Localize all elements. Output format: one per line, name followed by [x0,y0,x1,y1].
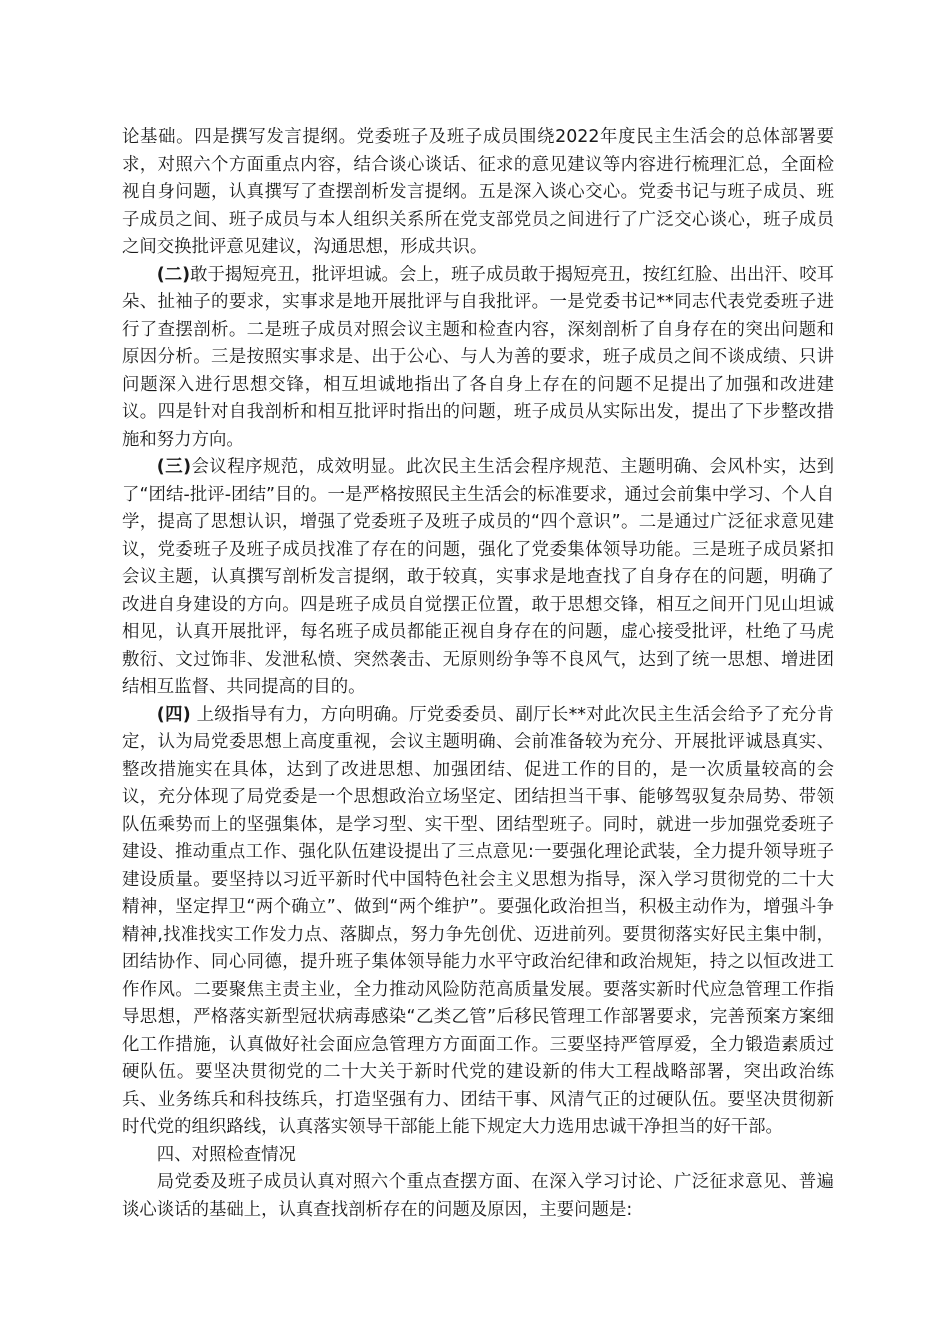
paragraph-text: 局党委及班子成员认真对照六个重点查摆方面、在深入学习讨论、广泛征求意见、普遍谈心谈话的基础上，认真查找剖析存在的问题及原因，主要问题是: [122,1172,834,1220]
paragraph-3 [122,454,834,702]
paragraph-5 [122,1169,834,1224]
document-body [122,124,834,1224]
paragraph-1 [122,124,834,262]
paragraph-text: 敢于揭短亮丑，批评坦诚。会上，班子成员敢于揭短亮丑，按红红脸、出出汗、咬耳朵、扯袖子的要求，实事求是地开展批评与自我批评。一是党委书记**同志代表党委班子进行了查摆剖析。二是班子成员对照会议主题和检查内容，深刻剖析了自身存在的突出问题和原因分析。三是按照实事求是、出于公心、与人为善的要求，班子成员之间不谈成绩、只讲问题深入进行思想交锋，相互坦诚地指出了各自身上存在的问题不足提出了加强和改进建议。四是针对自我剖析和相互批评时指出的问题，班子成员从实际出发，提出了下步整改措施和努力方向。 [122,264,834,450]
paragraph-lead: (二) [156,264,191,285]
paragraph-4 [122,702,834,1142]
paragraph-lead: (四) [156,704,191,725]
paragraph-text: 上级指导有力，方向明确。厅党委委员、副厅长**对此次民主生活会给予了充分肯定，认为局党委思想上高度重视，会议主题明确、会前准备较为充分、开展批评诚恳真实、整改措施实在具体，达到了改进思想、加强团结、促进工作的目的，是一次质量较高的会议，充分体现了局党委是一个思想政治立场坚定、团结担当干事、能够驾驭复杂局势、带领队伍乘势而上的坚强集体，是学习型、实干型、团结型班子。同时，就进一步加强党委班子建设、推动重点工作、强化队伍建设提出了三点意见:一要强化理论武装，全力提升领导班子建设质量。要坚持以习近平新时代中国特色社会主义思想为指导，深入学习贯彻党的二十大精神，坚定捍卫“两个确立”、做到“两个维护”。要强化政治担当，积极主动作为，增强斗争精神,找准找实工作发力点、落脚点，努力争先创优、迈进前列。要贯彻落实好民主集中制，团结协作、同心同德，提升班子集体领导能力水平守政治纪律和政治规矩，持之以恒改进工作作风。二要聚焦主责主业，全力推动风险防范高质量发展。要落实新时代应急管理工作指导思想，严格落实新型冠状病毒感染“乙类乙管”后移民管理工作部署要求，完善预案方案细化工作措施，认真做好社会面应急管理方方面面工作。三要坚持严管厚爱，全力锻造素质过硬队伍。要坚决贯彻党的二十大关于新时代党的建设新的伟大工程战略部署，突出政治练兵、业务练兵和科技练兵，打造坚强有力、团结干事、风清气正的过硬队伍。要坚决贯彻新时代党的组织路线，认真落实领导干部能上能下规定大力选用忠诚干净担当的好干部。 [122,704,834,1137]
paragraph-lead: (三) [156,457,192,477]
paragraph-2 [122,262,834,455]
paragraph-text: 论基础。四是撰写发言提纲。党委班子及班子成员围绕2022年度民主生活会的总体部署要求，对照六个方面重点内容，结合谈心谈话、征求的意见建议等内容进行梳理汇总，全面检视自身问题，认真撰写了查摆剖析发言提纲。五是深入谈心交心。党委书记与班子成员、班子成员之间、班子成员与本人组织关系所在党支部党员之间进行了广泛交心谈心，班子成员之间交换批评意见建议，沟通思想，形成共识。 [122,127,834,257]
section-heading-text: 四、对照检查情况 [156,1144,296,1165]
section-heading [122,1142,834,1170]
paragraph-text: 会议程序规范，成效明显。此次民主生活会程序规范、主题明确、会风朴实，达到了“团结-批评-团结”目的。一是严格按照民主生活会的标准要求，通过会前集中学习、个人自学，提高了思想认识，增强了党委班子及班子成员的“四个意识”。二是通过广泛征求意见建议，党委班子及班子成员找准了存在的问题，强化了党委集体领导功能。三是班子成员紧扣会议主题，认真撰写剖析发言提纲，敢于较真，实事求是地查找了自身存在的问题，明确了改进自身建设的方向。四是班子成员自觉摆正位置，敢于思想交锋，相互之间开门见山坦诚相见，认真开展批评，每名班子成员都能正视自身存在的问题，虚心接受批评，杜绝了马虎敷衍、文过饰非、发泄私愤、突然袭击、无原则纷争等不良风气，达到了统一思想、增进团结相互监督、共同提高的目的。 [122,457,834,697]
